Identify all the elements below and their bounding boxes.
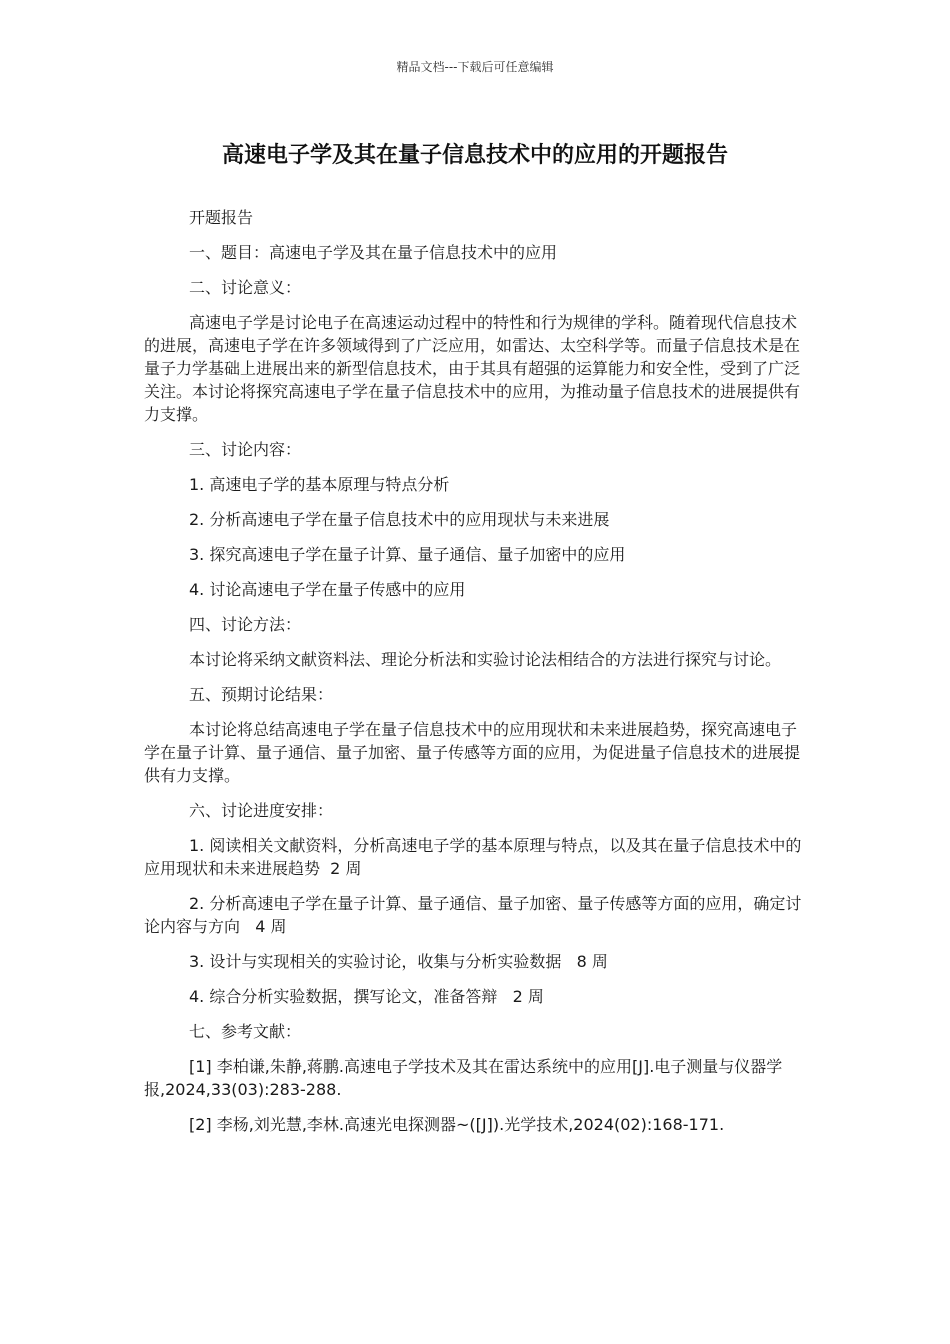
paragraph-topic: 一、题目：高速电子学及其在量子信息技术中的应用 bbox=[189, 243, 558, 262]
page-header-note: 精品文档---下载后可任意编辑 bbox=[396, 60, 554, 74]
content-item-1: 1. 高速电子学的基本原理与特点分析 bbox=[189, 475, 450, 494]
schedule-item-1: 1. 阅读相关文献资料，分析高速电子学的基本原理与特点，以及其在量子信息技术中的应用现状和未来进展趋势 2 周 bbox=[144, 836, 802, 878]
content-item-4: 4. 讨论高速电子学在量子传感中的应用 bbox=[189, 580, 466, 599]
paragraph-report-label: 开题报告 bbox=[189, 208, 254, 227]
heading-significance: 二、讨论意义： bbox=[189, 278, 302, 297]
paragraph-methods: 本讨论将采纳文献资料法、理论分析法和实验讨论法相结合的方法进行探究与讨论。 bbox=[189, 650, 782, 669]
paragraph-significance: 高速电子学是讨论电子在高速运动过程中的特性和行为规律的学科。随着现代信息技术的进展，高速电子学在许多领域得到了广泛应用，如雷达、太空科学等。而量子信息技术是在量子力学基础上进展出来的新型信息技术，由于其具有超强的运算能力和安全性，受到了广泛关注。本讨论将探究高速电子学在量子信息技术中的应用，为推动量子信息技术的进展提供有力支撑。 bbox=[144, 313, 801, 424]
content-item-3: 3. 探究高速电子学在量子计算、量子通信、量子加密中的应用 bbox=[189, 545, 626, 564]
heading-references: 七、参考文献： bbox=[189, 1022, 302, 1041]
document-body bbox=[144, 206, 808, 1148]
heading-content: 三、讨论内容： bbox=[189, 440, 302, 459]
schedule-item-4: 4. 综合分析实验数据，撰写论文，准备答辩 2 周 bbox=[189, 987, 544, 1006]
heading-schedule: 六、讨论进度安排： bbox=[189, 801, 334, 820]
content-item-2: 2. 分析高速电子学在量子信息技术中的应用现状与未来进展 bbox=[189, 510, 610, 529]
heading-expected-results: 五、预期讨论结果： bbox=[189, 685, 334, 704]
schedule-item-2: 2. 分析高速电子学在量子计算、量子通信、量子加密、量子传感等方面的应用，确定讨论内容与方向 4 周 bbox=[144, 894, 802, 936]
reference-item-2: [2] 李杨,刘光慧,李林.高速光电探测器~([J]).光学技术,2024(02):168-171. bbox=[189, 1115, 725, 1134]
schedule-item-3: 3. 设计与实现相关的实验讨论，收集与分析实验数据 8 周 bbox=[189, 952, 608, 971]
document-title: 高速电子学及其在量子信息技术中的应用的开题报告 bbox=[221, 143, 728, 168]
paragraph-expected-results: 本讨论将总结高速电子学在量子信息技术中的应用现状和未来进展趋势，探究高速电子学在量子计算、量子通信、量子加密、量子传感等方面的应用，为促进量子信息技术的进展提供有力支撑。 bbox=[144, 720, 801, 785]
heading-methods: 四、讨论方法： bbox=[189, 615, 302, 634]
reference-item-1: [1] 李柏谦,朱静,蒋鹏.高速电子学技术及其在雷达系统中的应用[J].电子测量与仪器学报,2024,33(03):283-288. bbox=[144, 1057, 783, 1099]
